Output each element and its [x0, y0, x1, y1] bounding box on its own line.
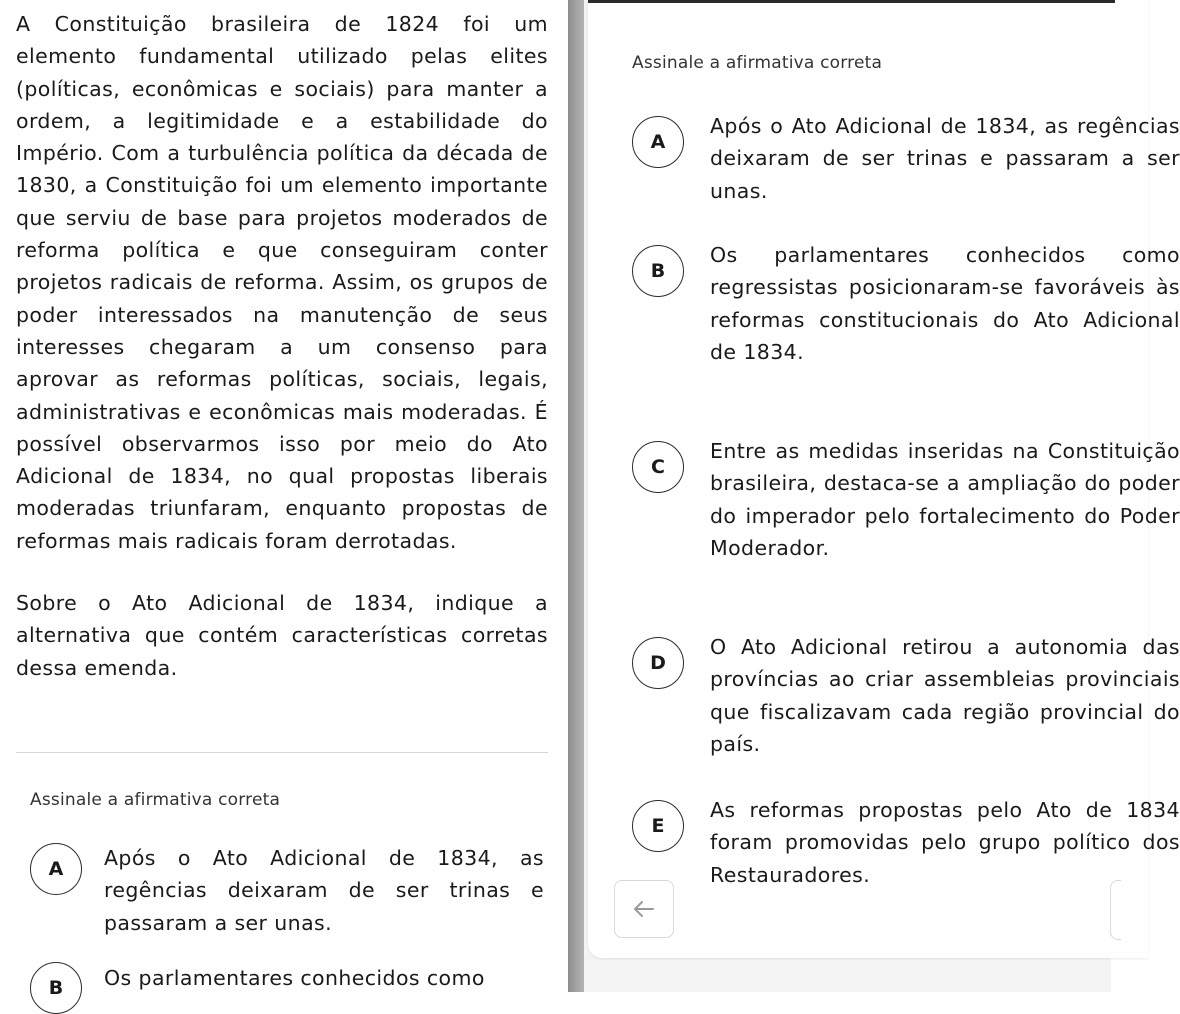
question-paragraph-1: A Constituição brasileira de 1824 foi um elemento fundamental utilizado pelas elites (políticas, econômicas e sociais) para manter a ordem, a legitimidade e a estabilidade do Império. Com a turbulência política da década de 1830, a Constituição foi um elemento importante que serviu de base para projetos moderados de reforma política e que conseguiram conter projetos radicais de reforma. Assim, os grupos de poder interessados na manutenção de seus interesses chegaram a um consenso para aprovar as reformas políticas, sociais, legais, administrativas e econômicas mais moderadas. É possível observarmos isso por meio do Ato Adicional de 1834, no qual propostas liberais moderadas triunfaram, enquanto propostas de reformas mais radicais foram derrotadas. — [16, 12, 548, 553]
split-divider[interactable] — [568, 0, 584, 992]
option-letter-b-right[interactable]: B — [632, 245, 684, 297]
section-divider — [16, 752, 548, 753]
question-card — [588, 0, 1180, 958]
option-letter-a-right[interactable]: A — [632, 116, 684, 168]
instruction-label: Assinale a afirmativa correta — [30, 790, 281, 810]
question-text — [16, 8, 548, 684]
left-panel — [0, 0, 568, 999]
back-button[interactable] — [614, 880, 674, 938]
next-button-partial[interactable] — [1110, 880, 1121, 940]
divider-fill — [568, 0, 584, 992]
option-text-a-right: Após o Ato Adicional de 1834, as regências deixaram de ser trinas e passaram a ser unas. — [710, 114, 1180, 203]
instruction-label-right: Assinale a afirmativa correta — [632, 53, 883, 73]
option-text-b-right: Os parlamentares conhecidos como regressistas posicionaram-se favoráveis às reformas constitucionais do Ato Adicional de 1834. — [710, 243, 1180, 364]
option-letter-a[interactable]: A — [30, 843, 82, 895]
question-paragraph-2: Sobre o Ato Adicional de 1834, indique a alternativa que contém características corretas dessa emenda. — [16, 591, 548, 680]
right-panel — [584, 0, 1180, 992]
option-letter-e-right[interactable]: E — [632, 800, 684, 852]
option-text-d-right: O Ato Adicional retirou a autonomia das províncias ao criar assembleias provinciais que fiscalizavam cada região provincial do país. — [710, 635, 1180, 756]
option-letter-d-right[interactable]: D — [632, 637, 684, 689]
option-text-e-right: As reformas propostas pelo Ato de 1834 foram promovidas pelo grupo político dos Restauradores. — [710, 798, 1180, 887]
option-text-c-right: Entre as medidas inseridas na Constituição brasileira, destaca-se a ampliação do poder do imperador pelo fortalecimento do Poder Moderador. — [710, 439, 1180, 560]
option-letter-c-right[interactable]: C — [632, 441, 684, 493]
arrow-left-icon — [633, 900, 655, 918]
card-top-line — [588, 0, 1115, 3]
option-text-b-partial: Os parlamentares conhecidos como — [104, 966, 485, 990]
option-text-a: Após o Ato Adicional de 1834, as regências deixaram de ser trinas e passaram a ser unas. — [104, 846, 544, 935]
option-letter-b[interactable]: B — [30, 962, 82, 1014]
